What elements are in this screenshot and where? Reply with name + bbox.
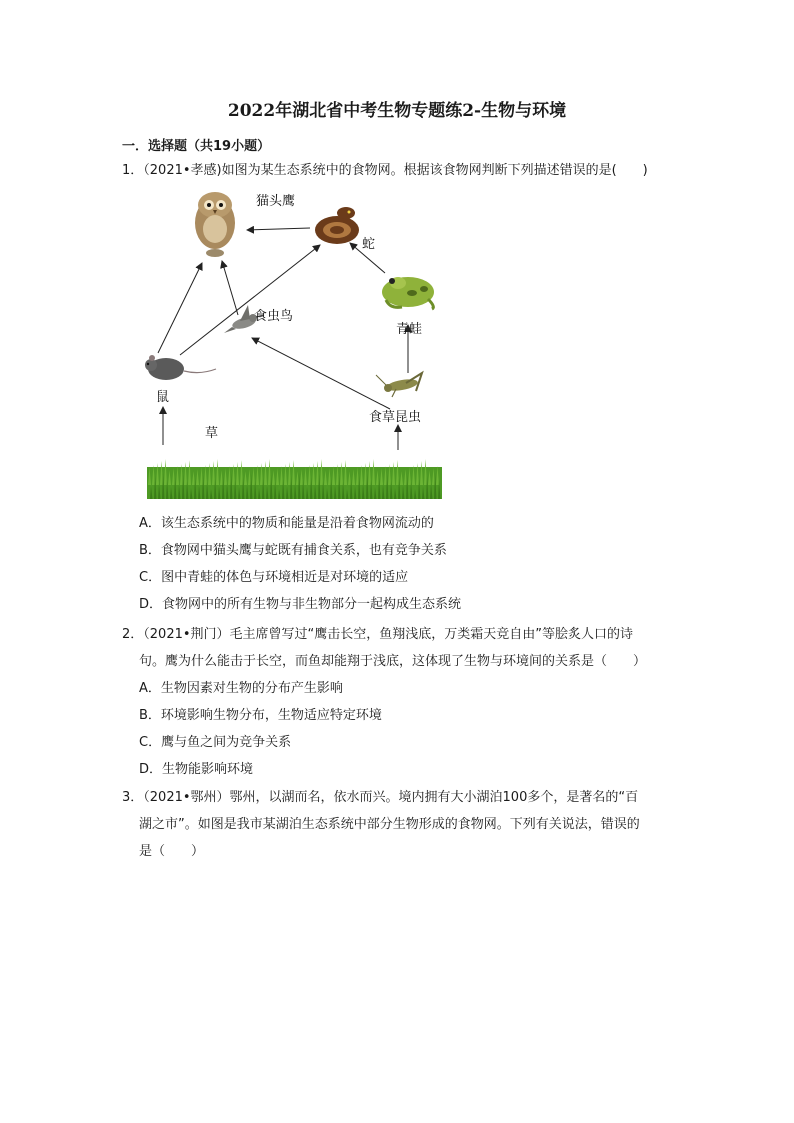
food-web-figure	[140, 185, 470, 505]
page-title: 2022年湖北省中考生物专题练2-生物与环境	[227, 101, 567, 121]
q1-option-d[interactable]: D．食物网中的所有生物与非生物部分一起构成生态系统	[139, 597, 462, 612]
q2-option-a[interactable]: A．生物因素对生物的分布产生影响	[139, 681, 343, 696]
q1-option-a[interactable]: A．该生态系统中的物质和能量是沿着食物网流动的	[139, 516, 434, 531]
q1-option-c[interactable]: C．图中青蛙的体色与环境相近是对环境的适应	[139, 570, 409, 585]
bird-label: 食虫鸟	[254, 309, 294, 324]
snake-label: 蛇	[362, 237, 376, 252]
arrow-insect-to-bird	[252, 338, 390, 409]
insect-icon	[376, 373, 422, 397]
owl-icon	[195, 192, 235, 257]
arrow-bird-to-owl	[222, 261, 238, 315]
grass-image	[147, 459, 442, 499]
frog-label: 青蛙	[396, 322, 423, 337]
snake-icon	[315, 207, 359, 244]
question-2-line-1: 2．（2021•荆门）毛主席曾写过“鹰击长空，鱼翔浅底，万类霜天竞自由”等脍炙人口的诗	[122, 627, 633, 642]
question-2-line-2: 句。鹰为什么能击于长空，而鱼却能翔于浅底，这体现了生物与环境间的关系是（ ）	[139, 654, 647, 669]
q2-option-b[interactable]: B．环境影响生物分布，生物适应特定环境	[139, 708, 382, 723]
insect-label: 食草昆虫	[369, 410, 422, 425]
mouse-icon	[145, 355, 216, 380]
question-3-line-2: 湖之市”。如图是我市某湖泊生态系统中部分生物形成的食物网。下列有关说法，错误的	[139, 817, 640, 832]
owl-label: 猫头鹰	[256, 194, 296, 209]
arrow-snake-to-owl	[247, 228, 310, 230]
question-3-line-1: 3．（2021•鄂州）鄂州，以湖而名，依水而兴。境内拥有大小湖泊100多个，是著名的“百	[122, 790, 639, 805]
q2-option-c[interactable]: C．鹰与鱼之间为竞争关系	[139, 735, 292, 750]
mouse-label: 鼠	[156, 390, 170, 405]
grass-label: 草	[205, 426, 219, 441]
question-3-line-3: 是（ ）	[139, 844, 205, 859]
q1-option-b[interactable]: B．食物网中猫头鹰与蛇既有捕食关系，也有竞争关系	[139, 543, 447, 558]
arrow-mouse-to-owl	[158, 263, 202, 353]
arrow-mouse-to-snake	[180, 245, 320, 355]
question-1-text: 1．（2021•孝感)如图为某生态系统中的食物网。根据该食物网判断下列描述错误的是( )	[122, 163, 648, 178]
frog-icon	[382, 277, 434, 309]
q2-option-d[interactable]: D．生物能影响环境	[139, 762, 254, 777]
section-heading: 一．选择题（共19小题）	[122, 139, 271, 154]
